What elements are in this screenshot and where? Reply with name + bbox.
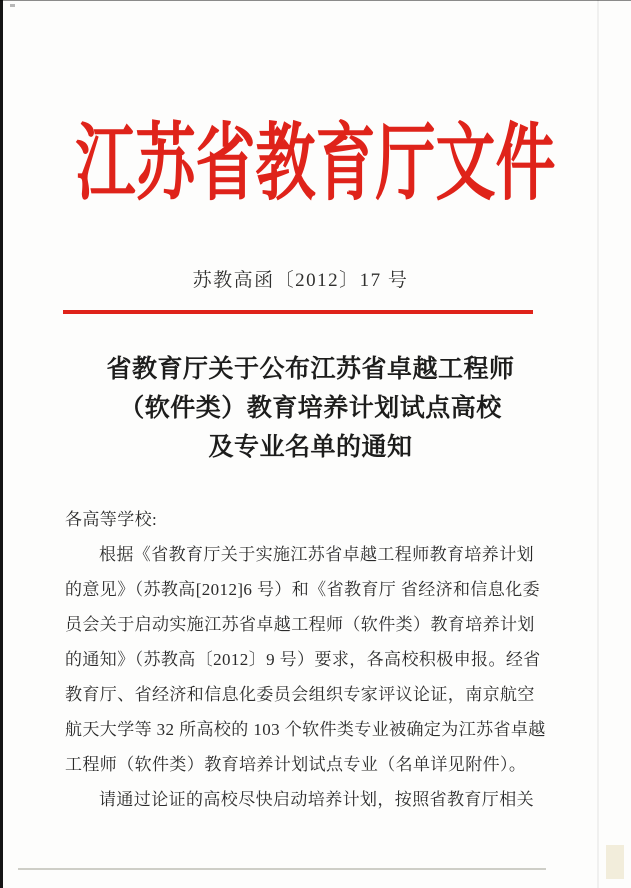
body-line: 教育厅、省经济和信息化委员会组织专家评议论证，南京航空 [65,685,535,704]
document-body [65,502,546,817]
body-line: 工程师（软件类）教育培养计划试点专业（名单详见附件）。 [65,755,527,774]
scan-top-border [0,0,631,1]
body-line: 员会关于启动实施江苏省卓越工程师（软件类）教育培养计划 [65,615,535,634]
scan-speck [10,4,15,7]
title-line-3: 及专业名单的通知 [208,434,413,461]
org-header-title: 江苏省教育厅文件 [75,117,556,211]
scan-artifact-line [18,868,546,870]
body-line: 的通知》（苏教高〔2012〕9 号）要求，各高校积极申报。经省 [65,650,541,669]
title-line-2: （软件类）教育培养计划试点高校 [119,395,502,422]
title-line-1: 省教育厅关于公布江苏省卓越工程师 [106,356,515,383]
body-line: 根据《省教育厅关于实施江苏省卓越工程师教育培养计划 [99,545,534,564]
body-line: 请通过论证的高校尽快启动培养计划，按照省教育厅相关 [99,790,534,809]
body-line: 航天大学等 32 所高校的 103 个软件类专业被确定为江苏省卓越 [65,720,546,739]
scan-artifact-patch [606,845,624,879]
salutation: 各高等学校: [65,510,158,529]
red-divider-line [63,310,533,314]
doc-number: 苏教高函〔2012〕17 号 [192,270,409,291]
document-title [0,350,621,467]
body-line: 的意见》（苏教高[2012]6 号）和《省教育厅 省经济和信息化委 [65,580,541,599]
